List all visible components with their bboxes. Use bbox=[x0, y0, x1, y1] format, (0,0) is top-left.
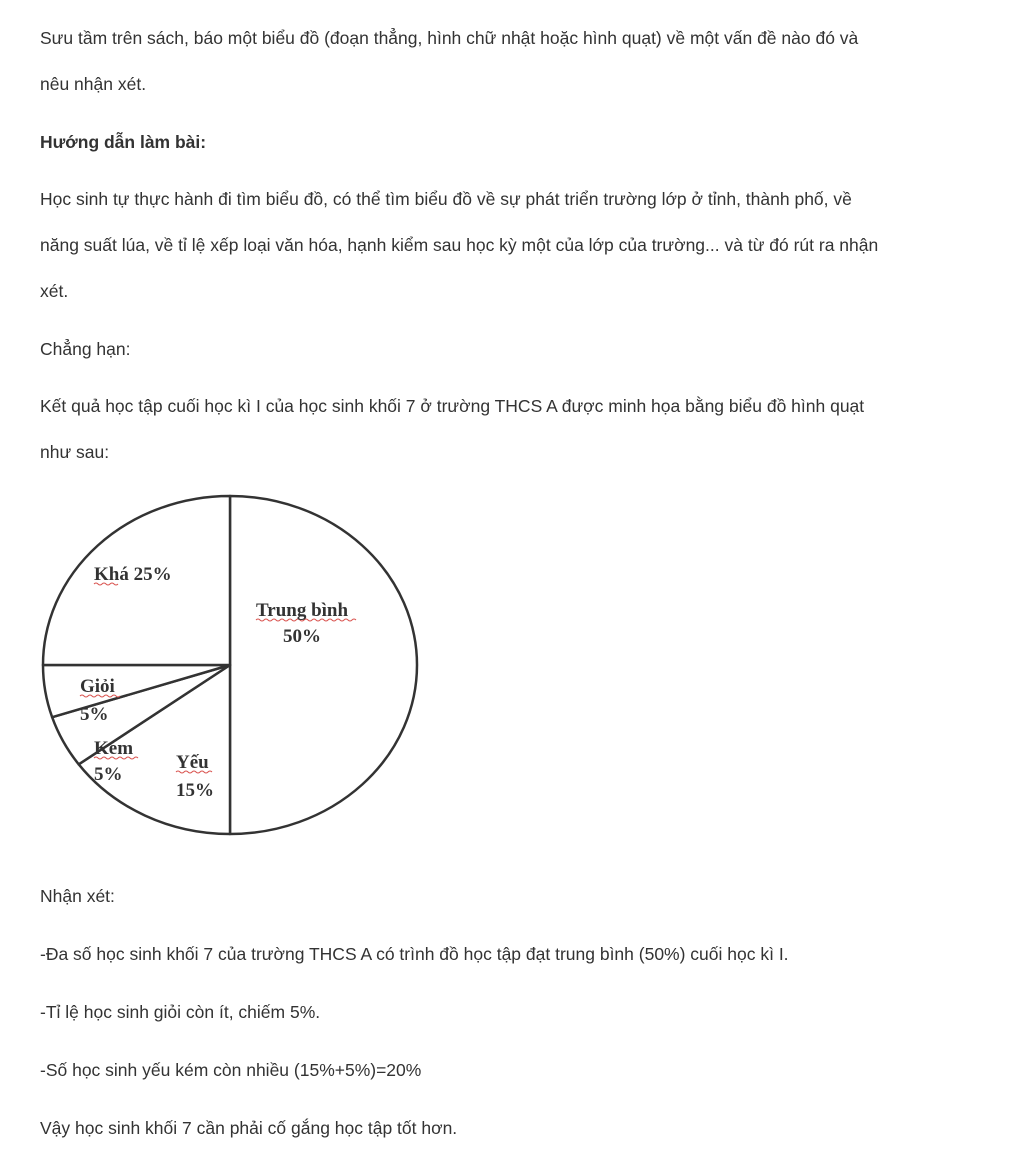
intro-line-2: nêu nhận xét. bbox=[40, 74, 147, 94]
remarks-heading: Nhận xét: bbox=[40, 886, 115, 906]
remark-conclusion: Vậy học sinh khối 7 cần phải cố gắng học tập tốt hơn. bbox=[40, 1118, 458, 1138]
example-label: Chẳng hạn: bbox=[40, 339, 131, 359]
pie-chart-svg bbox=[40, 494, 420, 838]
guide-line-1: Học sinh tự thực hành đi tìm biểu đồ, có thể tìm biểu đồ về sự phát triển trường lớp ở tỉnh, thành phố, về bbox=[40, 189, 852, 209]
remark-item-1: -Đa số học sinh khối 7 của trường THCS A có trình đồ học tập đạt trung bình (50%) cuối học kì I. bbox=[40, 944, 789, 964]
remark-item-3: -Số học sinh yếu kém còn nhiều (15%+5%)=20% bbox=[40, 1060, 422, 1080]
label-yeu-pct: 15% bbox=[176, 780, 214, 801]
guide-line-2: năng suất lúa, về tỉ lệ xếp loại văn hóa, hạnh kiểm sau học kỳ một của lớp của trường... và từ đó rút ra nhận bbox=[40, 235, 879, 255]
remark-item-2: -Tỉ lệ học sinh giỏi còn ít, chiếm 5%. bbox=[40, 1002, 321, 1022]
label-trung-binh-pct: 50% bbox=[283, 626, 321, 647]
intro-line-1: Sưu tầm trên sách, báo một biểu đồ (đoạn thẳng, hình chữ nhật hoặc hình quạt) về một vấn đề nào đó và bbox=[40, 28, 859, 48]
label-kem-pct: 5% bbox=[94, 764, 123, 785]
label-trung-binh-name: Trung bình bbox=[256, 600, 349, 621]
pie-slice-trung-binh bbox=[230, 496, 417, 834]
label-yeu-name: Yếu bbox=[176, 752, 209, 773]
label-gioi-name: Giỏi bbox=[80, 676, 115, 697]
label-kem-name: Kém bbox=[94, 738, 134, 759]
example-line-2: như sau: bbox=[40, 442, 110, 462]
guide-line-3: xét. bbox=[40, 281, 69, 301]
label-kha: Khá 25% bbox=[94, 564, 172, 585]
example-line-1: Kết quả học tập cuối học kì I của học sinh khối 7 ở trường THCS A được minh họa bằng biểu đồ hình quạt bbox=[40, 396, 865, 416]
label-gioi-pct: 5% bbox=[80, 704, 109, 725]
guide-heading: Hướng dẫn làm bài: bbox=[40, 132, 207, 152]
pie-chart bbox=[40, 494, 420, 838]
